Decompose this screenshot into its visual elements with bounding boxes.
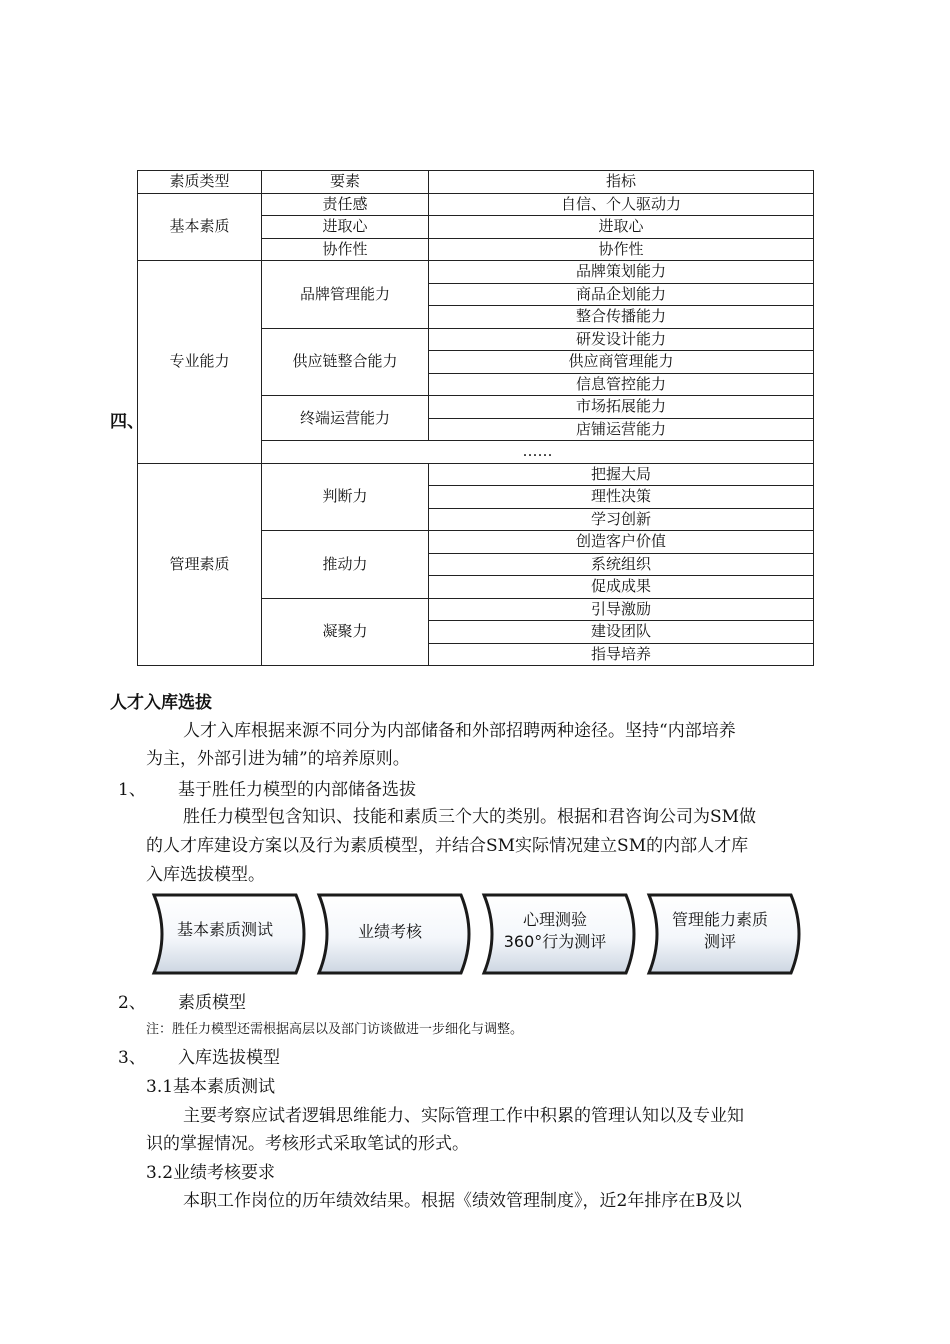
type-cell-professional: 专业能力 <box>138 261 262 464</box>
flow-step-3 <box>485 909 625 953</box>
header-type: 素质类型 <box>138 171 262 194</box>
indicator-cell: 理性决策 <box>429 486 814 509</box>
flow-step-3-line-2: 360°行为测评 <box>503 932 607 951</box>
flow-step-1 <box>155 919 295 941</box>
indicator-cell: 市场拓展能力 <box>429 396 814 419</box>
indicator-cell: 促成成果 <box>429 576 814 599</box>
table-row <box>138 193 814 216</box>
indicator-cell: 自信、个人驱动力 <box>429 193 814 216</box>
indicator-cell: 品牌策划能力 <box>429 261 814 284</box>
section-1-number: 1、 <box>118 780 146 800</box>
type-cell-basic: 基本素质 <box>138 193 262 261</box>
section-1-line-1: 胜任力模型包含知识、技能和素质三个大的类别。根据和君咨询公司为SM做 <box>183 807 757 827</box>
section-1-line-2: 的人才库建设方案以及行为素质模型，并结合SM实际情况建立SM的内部人才库 <box>146 836 749 856</box>
indicator-cell: 信息管控能力 <box>429 373 814 396</box>
header-element: 要素 <box>262 171 429 194</box>
indicator-cell: 进取心 <box>429 216 814 239</box>
intro-line-1: 人才入库根据来源不同分为内部储备和外部招聘两种途径。坚持“内部培养 <box>183 721 736 741</box>
note-text: 注：胜任力模型还需根据高层以及部门访谈做进一步细化与调整。 <box>146 1022 524 1037</box>
section-3-1-line-2: 识的掌握情况。考核形式采取笔试的形式。 <box>146 1134 469 1154</box>
element-cell: 责任感 <box>262 193 429 216</box>
indicator-cell: 店铺运营能力 <box>429 418 814 441</box>
indicator-cell: 建设团队 <box>429 621 814 644</box>
element-cell: 品牌管理能力 <box>262 261 429 329</box>
element-cell: 推动力 <box>262 531 429 599</box>
section-3-1-line-1: 主要考察应试者逻辑思维能力、实际管理工作中积累的管理认知以及专业知 <box>183 1106 744 1126</box>
element-cell: 供应链整合能力 <box>262 328 429 396</box>
flow-step-2-line-1: 业绩考核 <box>357 922 422 941</box>
element-cell: 进取心 <box>262 216 429 239</box>
section-1-line-3: 入库选拔模型。 <box>146 865 265 885</box>
indicator-cell: 整合传播能力 <box>429 306 814 329</box>
indicator-cell: 指导培养 <box>429 643 814 666</box>
section-3-number: 3、 <box>118 1048 146 1068</box>
indicator-cell: 系统组织 <box>429 553 814 576</box>
indicator-cell: 创造客户价值 <box>429 531 814 554</box>
section-3-2-title: 3.2业绩考核要求 <box>146 1163 276 1183</box>
section-2-title: 素质模型 <box>178 993 246 1013</box>
competency-table <box>137 170 814 666</box>
ellipsis-cell: …… <box>262 441 814 464</box>
element-cell: 判断力 <box>262 463 429 531</box>
flow-step-4-line-2: 测评 <box>703 932 736 951</box>
indicator-cell: 引导激励 <box>429 598 814 621</box>
intro-line-2: 为主，外部引进为辅”的培养原则。 <box>146 749 410 769</box>
element-cell: 终端运营能力 <box>262 396 429 441</box>
indicator-cell: 商品企划能力 <box>429 283 814 306</box>
selection-flow-diagram <box>146 892 808 976</box>
element-cell: 协作性 <box>262 238 429 261</box>
indicator-cell: 供应商管理能力 <box>429 351 814 374</box>
section-3-2-line-1: 本职工作岗位的历年绩效结果。根据《绩效管理制度》，近2年排序在B及以 <box>183 1191 742 1211</box>
section-3-1-title: 3.1基本素质测试 <box>146 1077 276 1097</box>
header-indicator: 指标 <box>429 171 814 194</box>
section-heading-talent: 人才入库选拔 <box>110 693 212 713</box>
section-2-number: 2、 <box>118 993 146 1013</box>
flow-step-1-line-1: 基本素质测试 <box>176 920 273 939</box>
section-3-title: 入库选拔模型 <box>178 1048 280 1068</box>
table-row <box>138 261 814 284</box>
table-row <box>138 463 814 486</box>
element-cell: 凝聚力 <box>262 598 429 666</box>
type-cell-management: 管理素质 <box>138 463 262 666</box>
indicator-cell: 协作性 <box>429 238 814 261</box>
indicator-cell: 学习创新 <box>429 508 814 531</box>
flow-step-2 <box>320 921 460 943</box>
indicator-cell: 研发设计能力 <box>429 328 814 351</box>
section-number-four: 四、 <box>110 412 144 432</box>
table-header-row <box>138 171 814 194</box>
flow-step-3-line-1: 心理测验 <box>522 910 587 929</box>
flow-step-4-line-1: 管理能力素质 <box>671 910 768 929</box>
section-1-title: 基于胜任力模型的内部储备选拔 <box>178 780 416 800</box>
flow-step-4 <box>650 909 790 953</box>
indicator-cell: 把握大局 <box>429 463 814 486</box>
